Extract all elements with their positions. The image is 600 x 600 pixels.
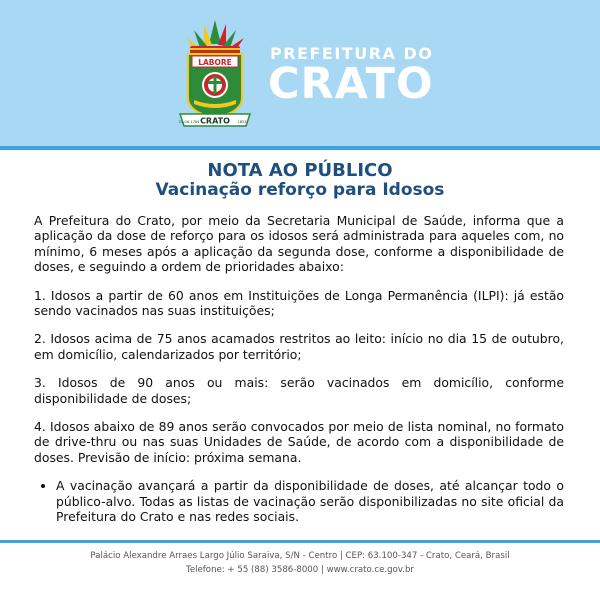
city-crest-icon <box>178 18 252 130</box>
footer-contact: Telefone: + 55 (88) 3586-8000 | www.crato.ce.gov.br <box>186 565 414 575</box>
crest-banner-text: LABORE <box>198 58 232 67</box>
brand-prefeitura-label: PREFEITURA DO <box>270 44 434 63</box>
footer-address: Palácio Alexandre Arraes Largo Júlio Saraiva, S/N - Centro | CEP: 63.100-347 - Crato, Ceará, Brasil <box>90 551 510 561</box>
notice-bullet-item: • A vacinação avançará a partir da disponibilidade de doses, até alcançar todo o público-alvo. Todas as listas de vacinação serão disponibilizadas no site oficial da Prefeitura do Crato e nas redes sociais. <box>56 478 564 524</box>
notice-bullet-list <box>34 478 564 524</box>
priority-item-2: 2. Idosos acima de 75 anos acamados restritos ao leito: início no dia 15 de outubro, em domicílio, calendarizados por território; <box>34 331 564 362</box>
crest-city-ribbon: CRATO <box>200 116 230 126</box>
brand-city-name: CRATO <box>268 59 434 109</box>
crest-year-left: 21-06-1764 <box>178 120 200 124</box>
notice-subtitle: Vacinação reforço para Idosos <box>155 180 445 200</box>
priority-item-3: 3. Idosos de 90 anos ou mais: serão vacinados em domicílio, conforme disponibilidade de doses; <box>34 375 564 406</box>
priority-item-1: 1. Idosos a partir de 60 anos em Instituições de Longa Permanência (ILPI): já estão sendo vacinados nas suas instituições; <box>34 287 564 319</box>
priority-item-4: 4. Idosos abaixo de 89 anos serão convocados por meio de lista nominal, no formato de drive-thru ou nas suas Unidades de Saúde, de acordo com a disponibilidade de doses. Previsão de início: próxima semana. <box>34 419 564 465</box>
notice-intro: A Prefeitura do Crato, por meio da Secretaria Municipal de Saúde, informa que a aplicação da dose de reforço para os idosos será administrada para aqueles com, no mínimo, 6 meses após a aplicação da segunda dose, conforme a disponibilidade de doses, e seguindo a ordem de prioridades abaixo: <box>34 213 564 275</box>
crest-year-right: 1853 <box>237 120 247 124</box>
header-divider <box>0 146 600 150</box>
notice-body <box>34 213 564 525</box>
header-banner <box>0 0 600 148</box>
notice-title: NOTA AO PÚBLICO <box>207 160 393 181</box>
